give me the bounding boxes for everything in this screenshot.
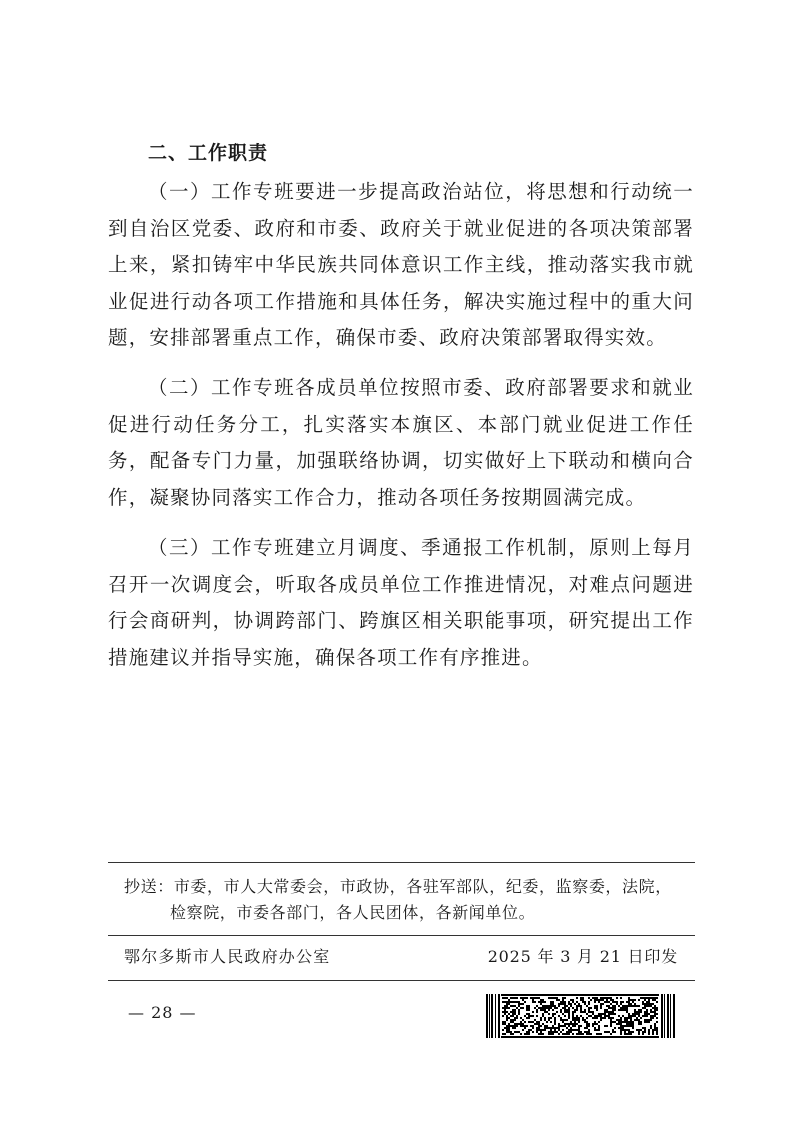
issue-date: 2025 年 3 月 21 日印发 bbox=[487, 947, 678, 966]
page-number: — 28 — bbox=[128, 1003, 197, 1022]
section-heading: 二、工作职责 bbox=[148, 142, 269, 164]
paragraph-2: （二）工作专班各成员单位按照市委、政府部署要求和就业促进行动任务分工，扎实落实本旗区、本部门就业促进工作任务，配备专门力量，加强联络协调，切实做好上下联动和横向合作，凝聚协同落实工作合力，推动各项任务按期圆满完成。 bbox=[108, 376, 694, 509]
footer-rule-top bbox=[108, 862, 695, 863]
cc-recipients-line-1: 市委，市人大常委会，市政协，各驻军部队，纪委，监察委，法院， bbox=[173, 877, 672, 896]
paragraph-3: （三）工作专班建立月调度、季通报工作机制，原则上每月召开一次调度会，听取各成员单位工作推进情况，对难点问题进行会商研判，协调跨部门、跨旗区相关职能事项，研究提出工作措施建议并指导实施，确保各项工作有序推进。 bbox=[108, 536, 694, 669]
cc-block bbox=[124, 874, 684, 926]
cc-recipients-line-2: 检察院，市委各部门，各人民团体，各新闻单位。 bbox=[170, 903, 536, 922]
issuing-office: 鄂尔多斯市人民政府办公室 bbox=[124, 947, 331, 966]
cc-label: 抄送： bbox=[124, 877, 174, 896]
footer-rule-middle bbox=[108, 935, 695, 936]
barcode-icon bbox=[486, 994, 675, 1038]
paragraph-1: （一）工作专班要进一步提高政治站位，将思想和行动统一到自治区党委、政府和市委、政府关于就业促进的各项决策部署上来，紧扣铸牢中华民族共同体意识工作主线，推动落实我市就业促进行动各项工作措施和具体任务，解决实施过程中的重大问题，安排部署重点工作，确保市委、政府决策部署取得实效。 bbox=[108, 180, 694, 349]
footer-rule-bottom bbox=[108, 980, 695, 981]
